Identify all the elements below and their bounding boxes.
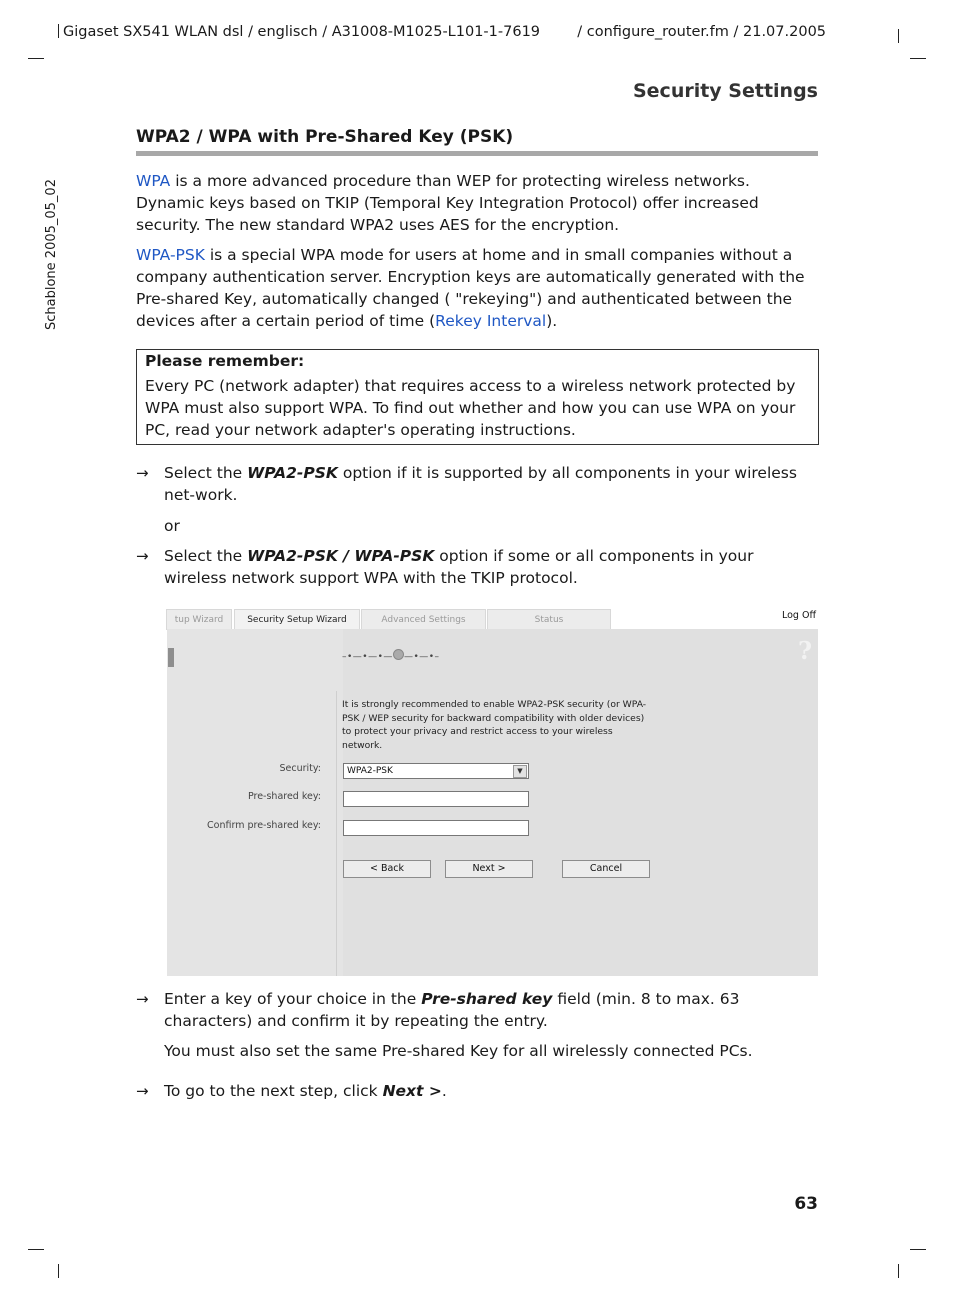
option-name: WPA2-PSK [247, 464, 338, 482]
bullet-text: option if some or all components in your wireless network support WPA with the TKIP protocol. [164, 547, 754, 587]
header-right: / configure_router.fm / 21.07.2005 [577, 24, 827, 40]
crop-mark [58, 1264, 59, 1278]
bullet-text: field (min. 8 to max. 63 characters) and confirm it by repeating the entry. [164, 990, 740, 1030]
note-title: Please remember: [145, 352, 305, 370]
paragraph-wpa [136, 170, 820, 236]
document-header [58, 24, 826, 40]
divider [336, 691, 337, 976]
paragraph-wpa-psk [136, 244, 820, 332]
crop-mark [28, 58, 44, 59]
header-separator [58, 24, 59, 38]
wpa-psk-link[interactable]: WPA-PSK [136, 246, 205, 264]
arrow-icon: → [136, 547, 149, 565]
tab-status[interactable]: Status [487, 609, 611, 630]
or-text: or [164, 517, 180, 535]
router-screenshot [166, 606, 818, 976]
arrow-icon: → [136, 1082, 149, 1100]
bullet-text: Enter a key of your choice in the [164, 990, 422, 1008]
bullet-text: To go to the next step, click [164, 1082, 383, 1100]
crop-mark [910, 1249, 926, 1250]
bullet-text: Select the [164, 547, 248, 565]
bullet-text: Select the [164, 464, 248, 482]
crop-mark [898, 1264, 899, 1278]
security-value: WPA2-PSK [347, 766, 393, 776]
arrow-icon: → [136, 464, 149, 482]
note-body: Every PC (network adapter) that requires access to a wireless network protected by WPA must also support WPA. To find out whether and how you can use WPA on your PC, read your network adapter's operating instructions. [145, 377, 796, 439]
cancel-button[interactable]: Cancel [562, 860, 650, 878]
rekey-interval-link[interactable]: Rekey Interval [435, 312, 547, 330]
log-off-link[interactable]: Log Off [781, 610, 816, 621]
field-name: Pre-shared key [421, 990, 553, 1008]
security-label: Security: [279, 763, 321, 774]
recommendation-text: It is strongly recommended to enable WPA2-PSK security (or WPA-PSK / WEP security for backward compatibility with older devices) to protect your privacy and restrict access to your wireless network. [342, 699, 647, 751]
heading-rule [136, 151, 818, 156]
section-title: Security Settings [632, 80, 818, 102]
next-button[interactable]: Next > [445, 860, 533, 878]
progress-steps: –•—•—•— —•—•– [342, 649, 440, 662]
bullet-text: . [441, 1082, 447, 1100]
tab-setup-wizard[interactable]: tup Wizard [166, 609, 232, 630]
paragraph-text: is a special WPA mode for users at home and in small companies without a company authentication server. Encryption keys are automatically generated with the Pre-shared Key, automatically changed ( "rekeying") and authenticated between the devices after a certain period of time ( [136, 246, 805, 330]
scroll-handle[interactable] [168, 648, 174, 667]
bullet-item [136, 462, 820, 506]
bullet-item [136, 545, 820, 589]
current-step-icon [393, 649, 404, 660]
confirm-key-label: Confirm pre-shared key: [207, 820, 321, 831]
crop-mark [28, 1249, 44, 1250]
back-button[interactable]: < Back [343, 860, 431, 878]
header-left: Gigaset SX541 WLAN dsl / englisch / A31008-M1025-L101-1-7619 [63, 24, 541, 40]
confirm-key-input[interactable] [343, 820, 529, 836]
crop-mark [898, 29, 899, 43]
arrow-icon: → [136, 990, 149, 1008]
crop-mark [910, 58, 926, 59]
button-name: Next > [382, 1082, 442, 1100]
bullet-item [136, 988, 820, 1032]
help-icon[interactable]: ? [797, 636, 812, 665]
pre-shared-key-label: Pre-shared key: [247, 791, 321, 802]
pre-shared-key-input[interactable] [343, 791, 529, 807]
page-number: 63 [794, 1194, 818, 1214]
page-heading: WPA2 / WPA with Pre-Shared Key (PSK) [136, 127, 514, 147]
bullet-item [136, 1080, 820, 1102]
left-panel [167, 629, 343, 976]
option-name: WPA2-PSK / WPA-PSK [247, 547, 435, 565]
bullet-text: option if it is supported by all components in your wireless net-work. [164, 464, 797, 504]
paragraph-end: ). [546, 312, 558, 330]
security-select[interactable] [343, 763, 529, 779]
wpa-link[interactable]: WPA [136, 172, 171, 190]
side-label: Schablone 2005_05_02 [44, 179, 59, 330]
tab-advanced-settings[interactable]: Advanced Settings [361, 609, 486, 630]
tab-security-setup-wizard[interactable]: Security Setup Wizard [234, 609, 360, 630]
note-box [136, 349, 819, 445]
paragraph-text: is a more advanced procedure than WEP for protecting wireless networks. Dynamic keys based on TKIP (Temporal Key Integration Protocol) offer increased security. The new standard WPA2 uses AES for the encryption. [136, 172, 759, 234]
paragraph-note: You must also set the same Pre-shared Key for all wirelessly connected PCs. [164, 1042, 753, 1060]
dropdown-arrow-icon: ▼ [513, 765, 527, 778]
